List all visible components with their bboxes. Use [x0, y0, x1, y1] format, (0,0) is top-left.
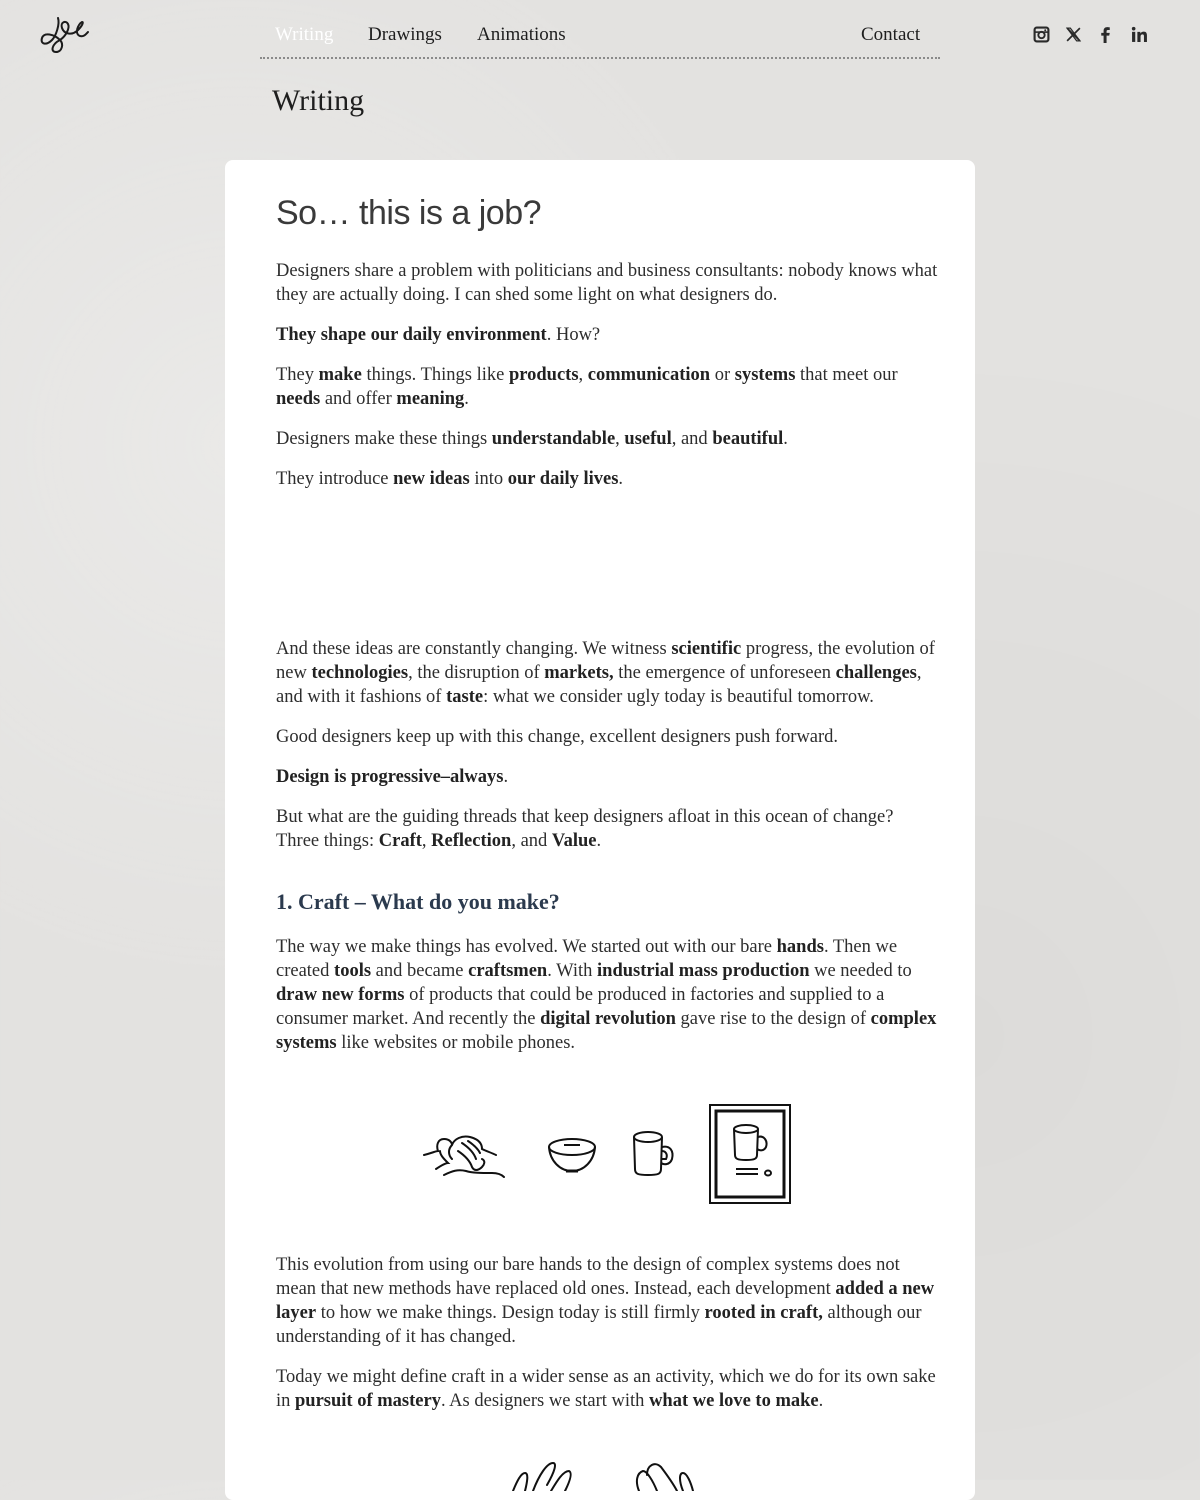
- paragraph: Designers make these things understandable, useful, and beautiful.: [276, 429, 788, 449]
- emphasis: meaning: [396, 389, 465, 409]
- emphasis: rooted in craft,: [704, 1303, 823, 1323]
- hands-clay-drawing: [422, 1129, 516, 1179]
- embedded-media-placeholder: [276, 491, 938, 621]
- paragraph: The way we make things has evolved. We started out with our bare hands. Then we created tools and became craftsmen. With industrial mass production we needed to draw new forms of products that could be produced in factories and supplied to a consumer market. And recently the digital revolution gave rise to the design of complex systems like websites or mobile phones.: [276, 937, 937, 1053]
- paragraph: Designers share a problem with politicians and business consultants: nobody knows what they are actually doing. I can shed some light on what designers do.: [276, 261, 938, 305]
- emphasis: digital revolution: [540, 1009, 676, 1029]
- craft-evolution-drawings: [276, 1103, 938, 1205]
- section-title: Writing: [272, 84, 365, 117]
- emphasis: Reflection: [431, 831, 512, 851]
- instagram-icon[interactable]: [1033, 26, 1050, 46]
- paragraph: But what are the guiding threads that keep designers afloat in this ocean of change? Three things: Craft, Reflection, and Value.: [276, 807, 894, 851]
- emphasis: Value: [551, 831, 597, 851]
- paragraph: Design is progressive–always.: [276, 767, 509, 787]
- emphasis: needs: [276, 389, 321, 409]
- emphasis: Design is progressive–always: [276, 767, 504, 787]
- section-heading-craft: 1. Craft – What do you make?: [276, 889, 560, 914]
- emphasis: communication: [587, 365, 711, 385]
- facebook-icon[interactable]: [1097, 26, 1114, 46]
- open-hands-drawing: [276, 1451, 938, 1491]
- emphasis: new ideas: [393, 469, 470, 489]
- article-card: [225, 160, 975, 1500]
- nav-contact[interactable]: Contact: [861, 24, 921, 45]
- emphasis: complex systems: [276, 1009, 937, 1053]
- emphasis: useful: [624, 429, 672, 449]
- paragraph: Today we might define craft in a wider sense as an activity, which we do for its own sake in pursuit of mastery. As designers we start with what we love to make.: [276, 1367, 936, 1411]
- emphasis: pursuit of mastery: [295, 1391, 441, 1411]
- framed-mug-drawing: [708, 1103, 792, 1205]
- emphasis: added a new layer: [276, 1279, 935, 1323]
- emphasis: what we love to make: [649, 1391, 819, 1411]
- article-title: So… this is a job?: [276, 194, 542, 232]
- paragraph: They make things. Things like products, communication or systems that meet our needs and offer meaning.: [276, 365, 898, 409]
- emphasis: make: [318, 365, 362, 385]
- main-nav: [260, 22, 940, 59]
- nav-writing[interactable]: Writing: [275, 24, 334, 45]
- paragraph: They introduce new ideas into our daily lives.: [276, 469, 624, 489]
- emphasis: taste: [446, 687, 484, 707]
- paragraph: And these ideas are constantly changing. We witness scientific progress, the evolution of new technologies, the disruption of markets, the emergence of unforeseen challenges, and with it fashions of taste: what we consider ugly today is beautiful tomorrow.: [276, 639, 935, 707]
- mug-drawing: [628, 1129, 678, 1179]
- emphasis: tools: [334, 961, 372, 981]
- linkedin-icon[interactable]: [1131, 26, 1148, 46]
- paragraph: They shape our daily environment. How?: [276, 325, 601, 345]
- signature-logo[interactable]: [38, 14, 90, 56]
- paragraph: This evolution from using our bare hands to the design of complex systems does not mean that new methods have replaced old ones. Instead, each development added a new layer to how we make things. Design today is still firmly rooted in craft, although our understanding of it has changed.: [276, 1255, 935, 1347]
- emphasis: our daily lives: [507, 469, 619, 489]
- emphasis: draw new forms: [276, 985, 405, 1005]
- emphasis: beautiful: [712, 429, 784, 449]
- emphasis: challenges: [835, 663, 917, 683]
- emphasis: industrial mass production: [597, 961, 810, 981]
- emphasis: understandable: [491, 429, 616, 449]
- emphasis: hands: [776, 937, 824, 957]
- emphasis: products: [508, 365, 579, 385]
- nav-animations[interactable]: Animations: [477, 24, 566, 45]
- emphasis: systems: [734, 365, 796, 385]
- emphasis: craftsmen: [468, 961, 548, 981]
- emphasis: Craft: [378, 831, 422, 851]
- bowl-drawing: [546, 1131, 598, 1177]
- emphasis: They shape our daily environment: [276, 325, 547, 345]
- paragraph: Good designers keep up with this change, excellent designers push forward.: [276, 727, 839, 747]
- x-icon[interactable]: [1065, 26, 1082, 46]
- nav-drawings[interactable]: Drawings: [368, 24, 442, 45]
- emphasis: scientific: [671, 639, 742, 659]
- emphasis: technologies: [311, 663, 409, 683]
- emphasis: markets,: [544, 663, 614, 683]
